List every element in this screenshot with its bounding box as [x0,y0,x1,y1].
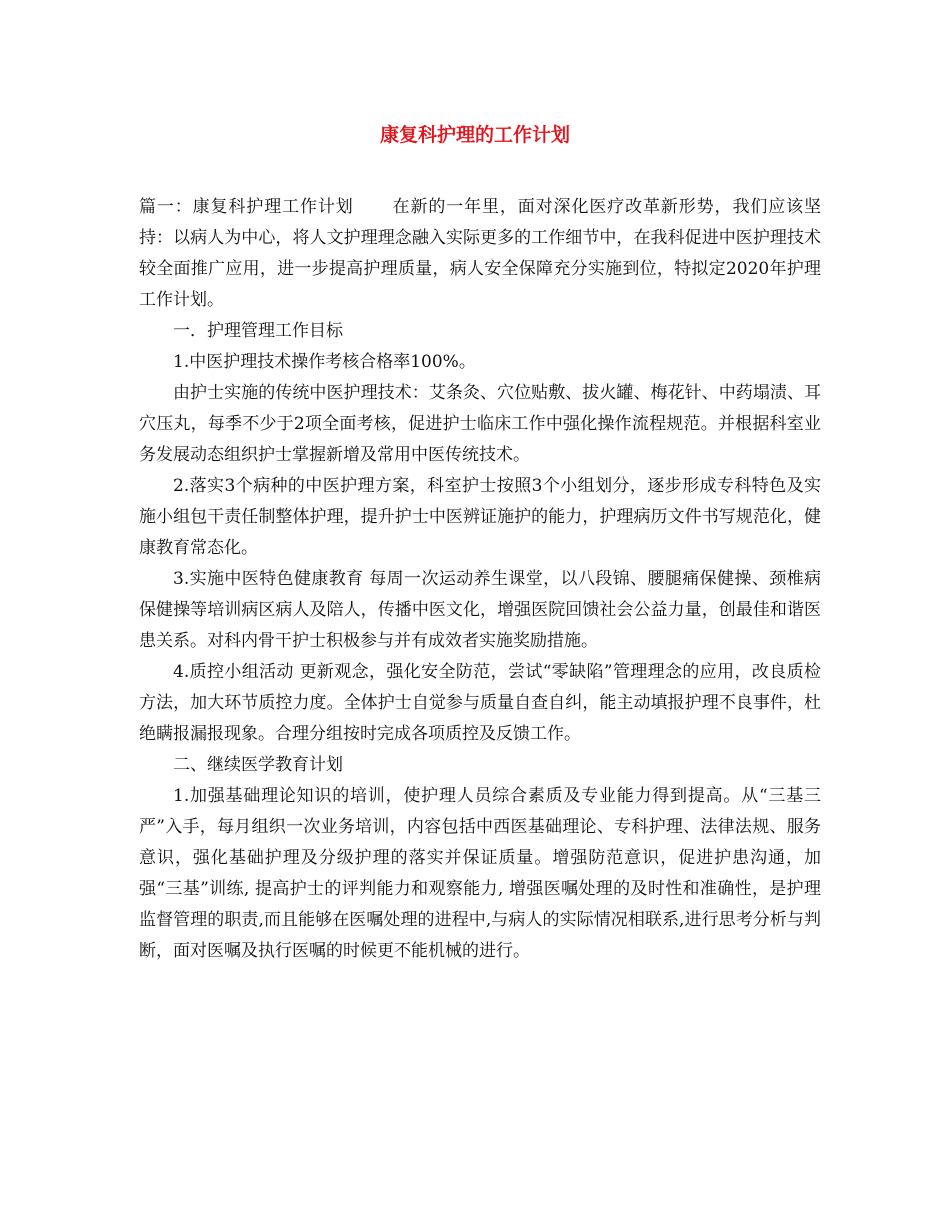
intro-text: 在新的一年里，面对深化医疗改革新形势，我们应该坚持：以病人为中心，将人文护理理念融入实际更多的工作细节中，在我科促进中医护理技术较全面推广应用，进一步提高护理质量，病人安全保障充分实施到位，特拟定2020年护理工作计划。 [139,197,822,310]
paragraph-education-1: 1.加强基础理论知识的培训，使护理人员综合素质及专业能力得到提高。从“三基三严”入手，每月组织一次业务培训，内容包括中西医基础理论、专科护理、法律法规、服务意识，强化基础护理及分级护理的落实并保证质量。增强防范意识，促进护患沟通，加强“三基”训练, 提高护士的评判能力和观察能力, 增强医嘱处理的及时性和准确性，是护理监督管理的职责,而且能够在医嘱处理的进程中,与病人的实际情况相联系,进行思考分析与判断，面对医嘱及执行医嘱的时候更不能机械的进行。 [139,786,821,961]
paragraph-item-3: 3.实施中医特色健康教育 每周一次运动养生课堂，以八段锦、腰腿痛保健操、颈椎病保健操等培训病区病人及陪人，传播中医文化，增强医院回馈社会公益力量，创最佳和谐医患关系。对科内骨干护士积极参与并有成效者实施奖励措施。 [139,569,821,651]
section-heading-management: 一．护理管理工作目标 [173,321,343,341]
intro-paragraph [139,192,821,316]
document-title: 康复科护理的工作计划 [379,124,570,146]
document-body [139,192,821,967]
paragraph-techniques: 由护士实施的传统中医护理技术：艾条灸、穴位贴敷、拔火罐、梅花针、中药塌渍、耳穴压丸，每季不少于2项全面考核，促进护士临床工作中强化操作流程规范。并根据科室业务发展动态组织护士掌握新增及常用中医传统技术。 [139,383,821,465]
paragraph-item-1: 1.中医护理技术操作考核合格率100%。 [173,352,476,372]
intro-heading: 篇一：康复科护理工作计划 [139,197,354,217]
paragraph-item-2: 2.落实3个病种的中医护理方案，科室护士按照3个小组划分，逐步形成专科特色及实施小组包干责任制整体护理，提升护士中医辨证施护的能力，护理病历文件书写规范化，健康教育常态化。 [139,476,821,558]
paragraph-item-4: 4.质控小组活动 更新观念，强化安全防范，尝试“零缺陷”管理理念的应用，改良质检方法，加大环节质控力度。全体护士自觉参与质量自查自纠，能主动填报护理不良事件，杜绝瞒报漏报现象。合理分组按时完成各项质控及反馈工作。 [139,662,821,744]
section-heading-education: 二、继续医学教育计划 [173,755,343,775]
